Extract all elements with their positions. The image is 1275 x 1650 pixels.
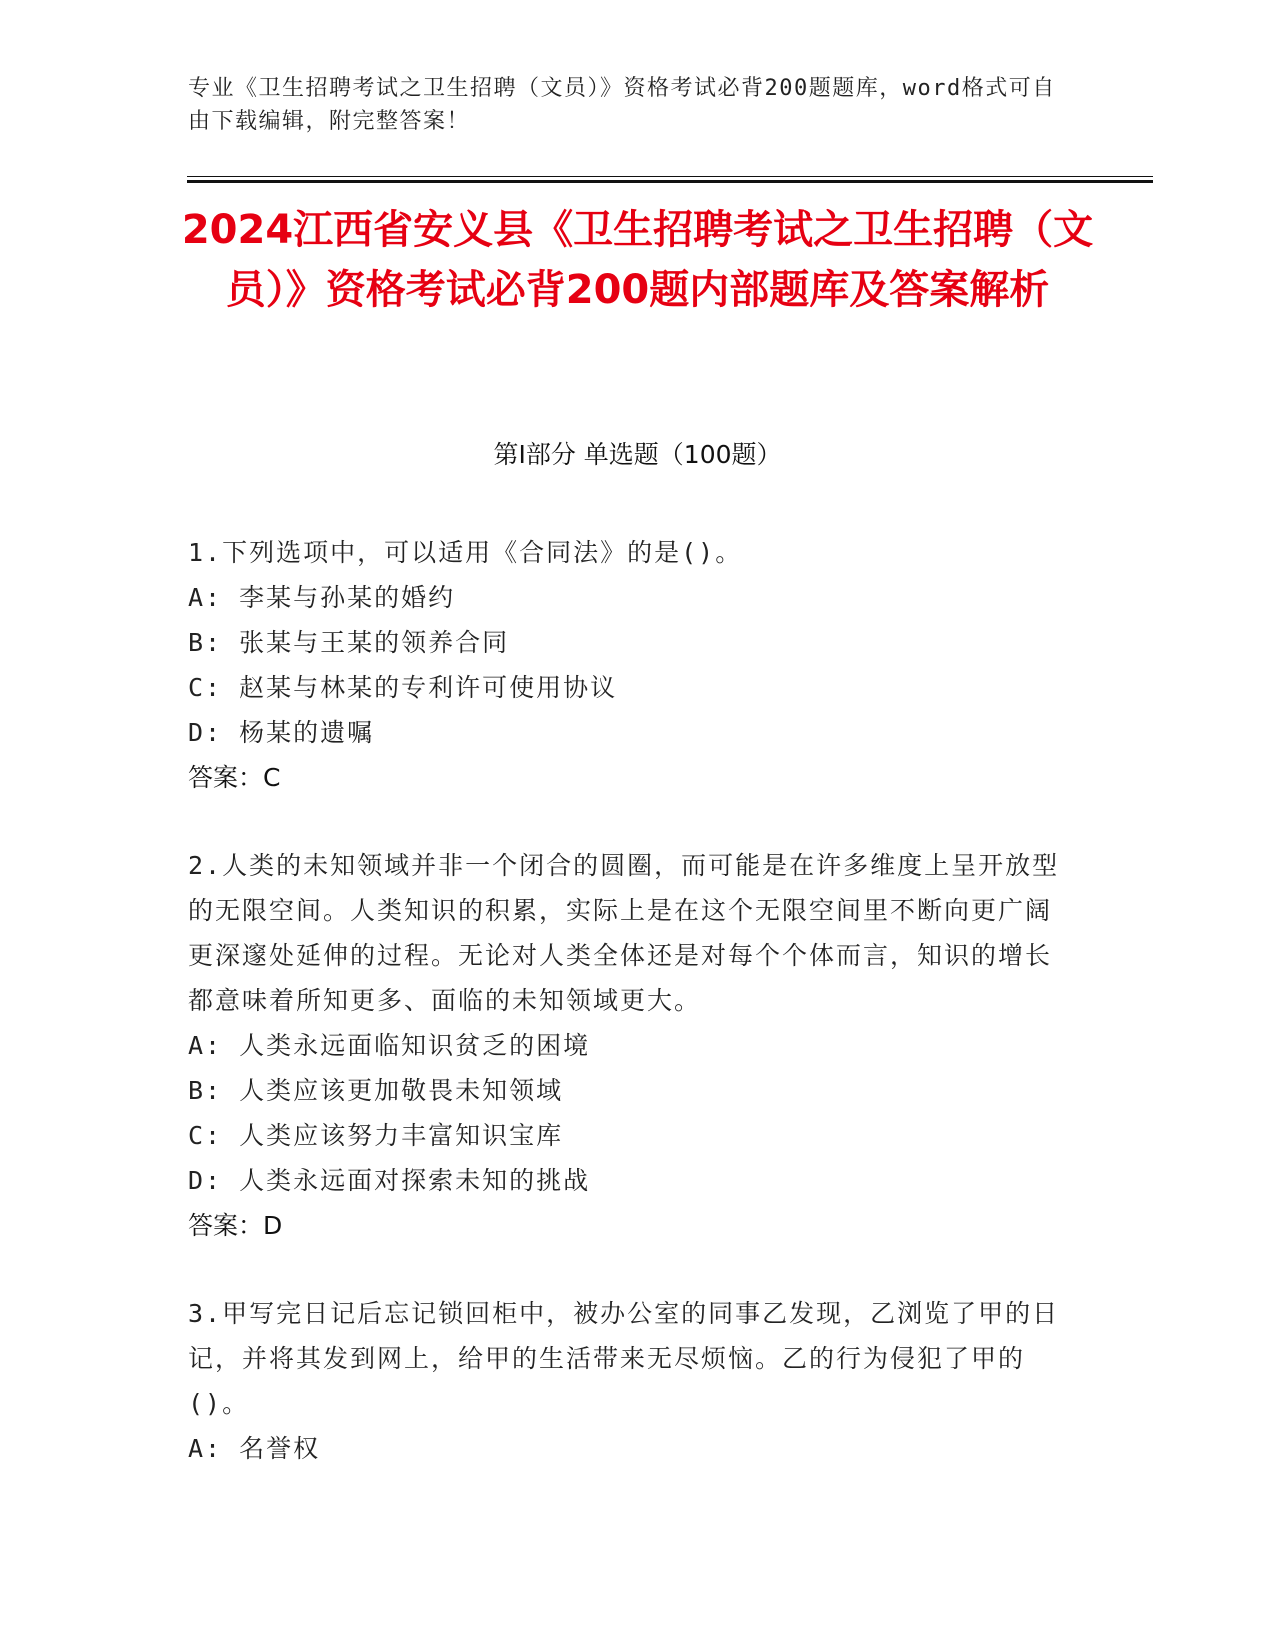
header-note: 专业《卫生招聘考试之卫生招聘（文员）》资格考试必背200题题库，word格式可自由下载编辑，附完整答案！: [188, 76, 1056, 134]
header-divider-thick: [187, 180, 1153, 183]
answer: 答案：D: [188, 1211, 283, 1240]
option-c: C: 人类应该努力丰富知识宝库: [188, 1121, 564, 1150]
section-title: 第I部分 单选题（100题）: [493, 440, 782, 469]
option-a: A: 李某与孙某的婚约: [188, 583, 456, 612]
question-2: [188, 843, 1068, 1248]
option-d: D: 人类永远面对探索未知的挑战: [188, 1166, 591, 1195]
question-1: [188, 530, 1068, 800]
question-list: [188, 530, 1068, 1514]
question-3: [188, 1291, 1068, 1471]
option-a: A: 名誉权: [188, 1434, 321, 1463]
option-c: C: 赵某与林某的专利许可使用协议: [188, 673, 618, 702]
header-divider-thin: [187, 176, 1153, 177]
option-a: A: 人类永远面临知识贫乏的困境: [188, 1031, 591, 1060]
option-b: B: 人类应该更加敬畏未知领域: [188, 1076, 564, 1105]
question-stem: 3.甲写完日记后忘记锁回柜中，被办公室的同事乙发现，乙浏览了甲的日记，并将其发到网上，给甲的生活带来无尽烦恼。乙的行为侵犯了甲的()。: [188, 1299, 1060, 1418]
document-title: 2024江西省安义县《卫生招聘考试之卫生招聘（文员）》资格考试必背200题内部题库及答案解析: [181, 207, 1094, 313]
option-b: B: 张某与王某的领养合同: [188, 628, 510, 657]
question-stem: 2.人类的未知领域并非一个闭合的圆圈，而可能是在许多维度上呈开放型的无限空间。人类知识的积累，实际上是在这个无限空间里不断向更广阔更深邃处延伸的过程。无论对人类全体还是对每个个体而言，知识的增长都意味着所知更多、面临的未知领域更大。: [188, 851, 1060, 1015]
answer: 答案：C: [188, 763, 281, 792]
question-stem: 1.下列选项中，可以适用《合同法》的是()。: [188, 538, 743, 567]
option-d: D: 杨某的遗嘱: [188, 718, 375, 747]
